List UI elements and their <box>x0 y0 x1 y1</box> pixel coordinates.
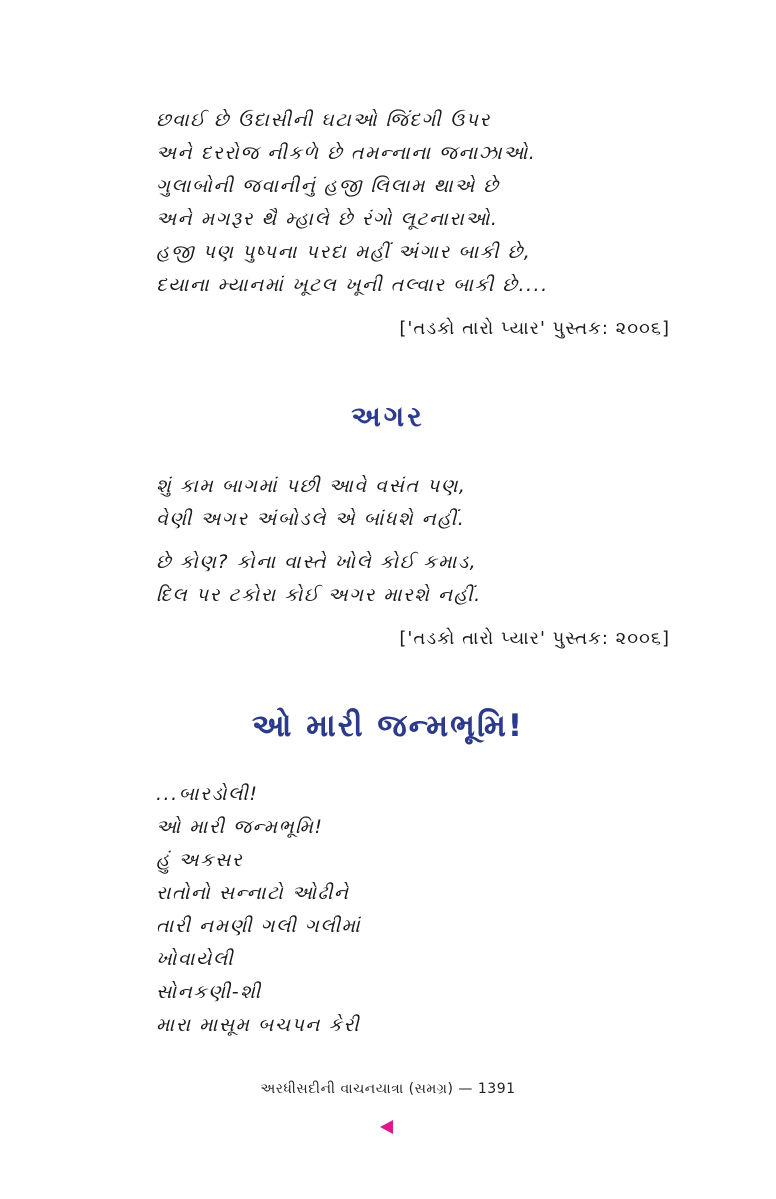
poem-3-line: રાતોનો સન્નાટો ઓઢીને <box>156 882 350 904</box>
poem-2-line: વેણી અગર અંબોડલે એ બાંધશે નહીં. <box>156 508 466 530</box>
poem-1-line: દયાના મ્યાનમાં ખૂટલ ખૂની તલ્વાર બાકી છે.... <box>156 274 549 296</box>
poem-1-line: અને મગરૂર થૈ મ્હાલે છે રંગો લૂટનારાઓ. <box>156 208 499 230</box>
poem-3-line: ખોવાયેલી <box>156 948 235 970</box>
poem-1-citation: ['તડકો તારો પ્યાર' પુસ્તક: ૨૦૦૬] <box>399 318 670 339</box>
stanza-gap <box>156 536 676 546</box>
poem-3-line: સોનકણી-શી <box>156 981 262 1003</box>
poem-1-line: હજી પણ પુષ્પના પરદા મહીં અંગાર બાકી છે, <box>156 241 532 263</box>
poem-2-citation: ['તડકો તારો પ્યાર' પુસ્તક: ૨૦૦૬] <box>399 628 670 649</box>
poem-2-line: શું કામ બાગમાં પછી આવે વસંત પણ, <box>156 475 467 497</box>
poem-3-line: ઓ મારી જન્મભૂમિ! <box>156 816 324 838</box>
poem-3-line: હું અકસર <box>156 849 244 871</box>
poem-3-line: મારા માસૂમ બચપન કેરી <box>156 1014 361 1036</box>
poem-2 <box>156 470 676 612</box>
poem-2-line: દિલ પર ટકોરા કોઈ અગર મારશે નહીં. <box>156 584 482 606</box>
poem-2-title: અગર <box>351 400 425 433</box>
poem-3-line: તારી નમણી ગલી ગલીમાં <box>156 915 362 937</box>
page-footer: અરધીસદીની વાચનયાત્રા (સમગ્ર) — 1391 <box>260 1081 516 1097</box>
poem-3-title: ઓ મારી જન્મભૂમિ! <box>252 708 524 744</box>
poem-3 <box>156 778 676 1042</box>
poem-1-line: અને દરરોજ નીકળે છે તમન્નાના જનાઝાઓ. <box>156 142 537 164</box>
poem-1-line: છવાઈ છે ઉદાસીની ઘટાઓ જિંદગી ઉપર <box>156 109 491 131</box>
poem-1-line: ગુલાબોની જવાનીનું હજી લિલામ થાએ છે <box>156 175 500 197</box>
poem-3-line: ...બારડોલી! <box>156 783 259 805</box>
poem-1 <box>156 104 676 302</box>
poem-2-line: છે કોણ? કોના વાસ્તે ખોલે કોઈ કમાડ, <box>156 551 478 573</box>
triangle-left-icon[interactable] <box>380 1120 393 1134</box>
